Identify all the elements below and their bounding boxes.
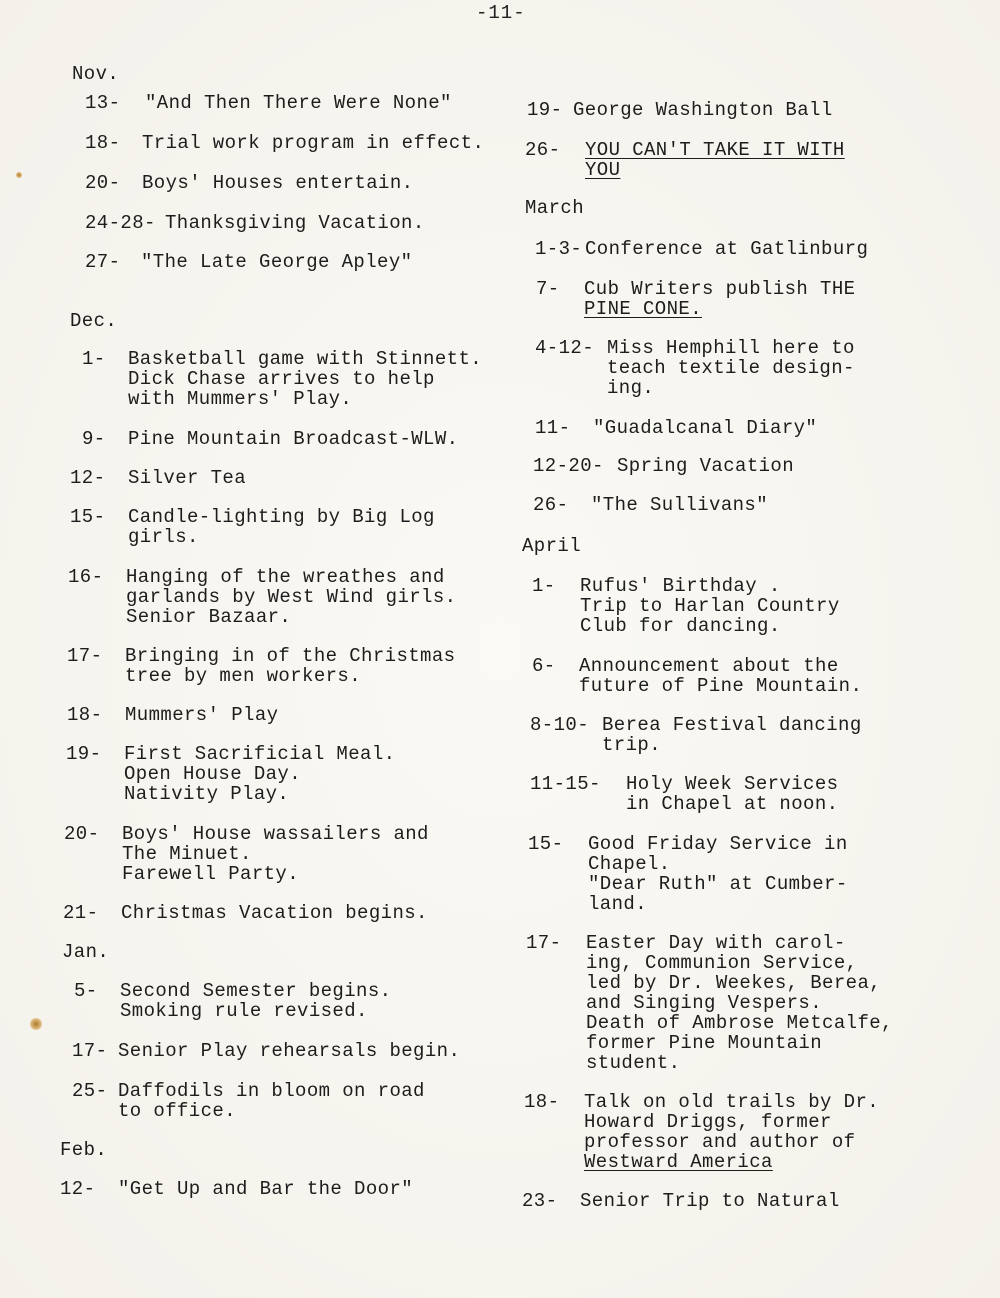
month-heading-feb: Feb. <box>60 1139 108 1161</box>
page-number: -11- <box>476 2 526 24</box>
month-heading-april: April <box>522 535 582 557</box>
typed-page: -11- Nov. 13- "And Then There Were None" 18- Trial work program in effect. 20- Boys' Houses entertain. 24-28- Thanksgiving Vacation. 27- "The Late George Apley" Dec. 1- Basketball game with Stinnett. Dick Chase arrives to help with Mummers' Play. 9- Pine Mountain Broadcast-WLW. 12- Silver Tea 15- Candle-lighting by Big Log girls. 16- Hanging of the wreathes and garlands by West Wind girls. Senior Bazaar. 17- Bringing in of the Christmas tree by men workers. 18- Mummers' Play 19- First Sacrificial Meal. Open House Day. Nativity Play. 20- Boys' House wassailers and The Minuet. Farewell Party. 21- Christmas Vacation begins. Jan. 5- Second Semester begins. Smoking rule revised. 17- Senior Play rehearsals begin. 25- Daffodils in bloom on road to office. Feb. 12- "Get Up and Bar the Door" 19- George Washington Ball 26- YOU CAN'T TAKE IT WITH YOU March 1-3- Conference at Gatlinburg 7- Cub Writers publish THE PINE CONE. 4-12- Miss Hemphill here to teach textile design- ing. 11- "Guadalcanal Diary" 12-20- Spring Vacation 26- "The Sullivans" April 1- Rufus' Birthday . Trip to Harlan Country Club for dancing. 6- Announcement about the future of Pine Mountain. 8-10- Berea Festival dancing trip. 11-15- Holy Week Services in Chapel at noon. 15- Good Friday Service in Chapel. "Dear Ruth" at Cumber- land. 17- Easter Day with carol- ing, Communion Service, led by Dr. Weekes, Berea, and Singing Vespers. Death of Ambrose Metcalfe, former Pine Mountain student. 18- Talk on old trails by Dr. Howard Driggs, former professor and author of Westward America 23- Senior Trip to Natural <box>0 0 1000 1298</box>
month-heading-dec: Dec. <box>70 310 118 332</box>
month-heading-nov: Nov. <box>72 63 120 85</box>
paper-stain <box>16 172 22 178</box>
month-heading-march: March <box>525 197 585 219</box>
paper-stain <box>30 1018 42 1030</box>
month-heading-jan: Jan. <box>62 941 110 963</box>
